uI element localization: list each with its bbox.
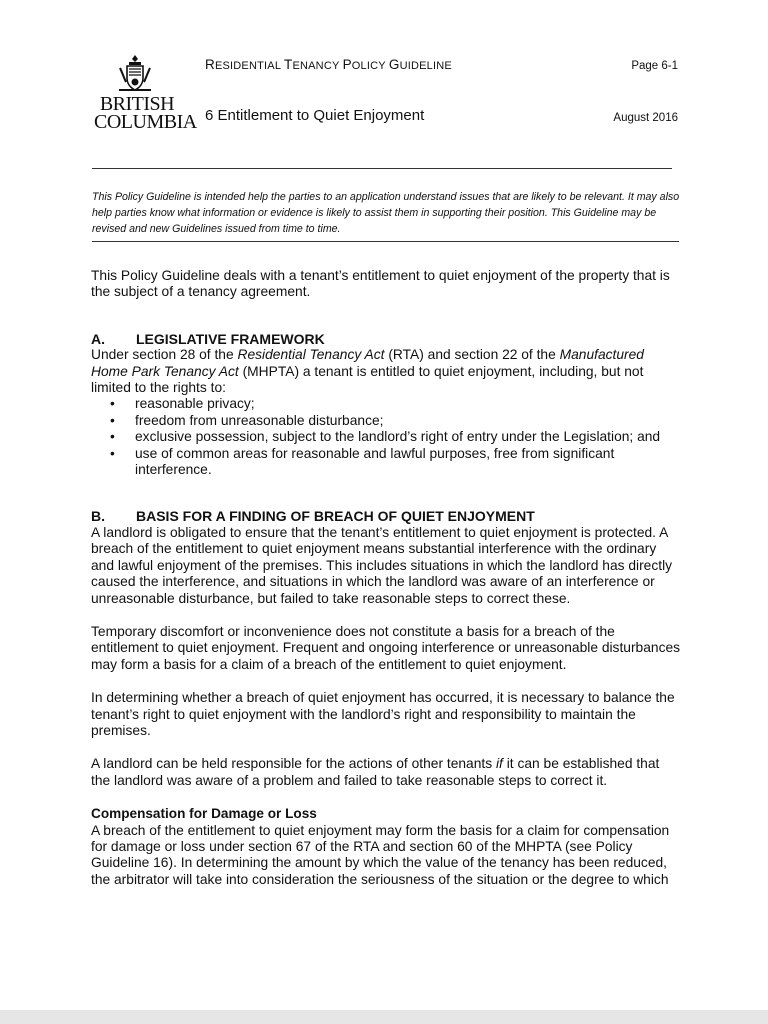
- intro-paragraph: This Policy Guideline deals with a tenant’s entitlement to quiet enjoyment of the property that is the subject of a tenancy agreement.: [91, 268, 670, 300]
- guideline-date: August 2016: [613, 112, 678, 124]
- list-item: • reasonable privacy;: [110, 396, 255, 412]
- logo-text-british: BRITISH: [99, 93, 175, 115]
- bullet-icon: •: [110, 412, 115, 428]
- bullet-icon: •: [110, 445, 115, 461]
- bc-government-logo: [94, 54, 197, 133]
- disclaimer-text: This Policy Guideline is intended help the parties to an application understand issues that are likely to be relevant. It may also help parties know what information or evidence is likely to assist them in supporting their position. This Guideline may be revised and new Guidelines issued from time to time.: [92, 191, 680, 235]
- section-b-paragraph-1: A landlord is obligated to ensure that the tenant’s entitlement to quiet enjoyment is protected. A breach of the entitlement to quiet enjoyment means substantial interference with the ordinary and lawful enjoyment of the premises. This includes situations in which the landlord has directly caused the interference, and situations in which the landlord was aware of an interference or unreasonable disturbance, but failed to take reasonable steps to correct these.: [91, 524, 673, 606]
- header-divider: [92, 168, 672, 169]
- list-item: • exclusive possession, subject to the landlord’s right of entry under the Legislation; and: [110, 429, 661, 445]
- document-series-title: RESIDENTIAL TENANCY POLICY GUIDELINE: [205, 57, 452, 72]
- section-b-paragraph-2: Temporary discomfort or inconvenience does not constitute a basis for a breach of the entitlement to quiet enjoyment. Frequent and ongoing interference or unreasonable disturbances may form a basis for a claim of a breach of the entitlement to quiet enjoyment.: [91, 623, 681, 672]
- section-b-heading: B. BASIS FOR A FINDING OF BREACH OF QUIET ENJOYMENT: [91, 508, 535, 525]
- rights-list: [91, 396, 681, 478]
- section-b-paragraph-3: In determining whether a breach of quiet enjoyment has occurred, it is necessary to balance the tenant’s right to quiet enjoyment with the landlord’s right and responsibility to maintain the premises.: [91, 690, 675, 738]
- compensation-paragraph: A breach of the entitlement to quiet enjoyment may form the basis for a claim for compensation for damage or loss under section 67 of the RTA and section 60 of the MHPTA (see Policy Guideline 16). In determining the amount by which the value of the tenancy has been reduced, the arbitrator will take into consideration the seriousness of the situation or the degree to which: [91, 822, 670, 887]
- section-a-paragraph: Under section 28 of the Residential Tenancy Act (RTA) and section 22 of the Manufactured Home Park Tenancy Act (MHPTA) a tenant is entitled to quiet enjoyment, including, but not limited to the rights to:: [91, 347, 644, 396]
- section-b-paragraph-4: A landlord can be held responsible for the actions of other tenants if it can be established that the landlord was aware of a problem and failed to take reasonable steps to correct it.: [91, 756, 660, 788]
- page-number: Page 6-1: [631, 60, 678, 72]
- viewer-background: [0, 1010, 768, 1024]
- guideline-title: 6 Entitlement to Quiet Enjoyment: [205, 107, 425, 124]
- document-body: [91, 268, 681, 888]
- list-item: • use of common areas for reasonable and lawful purposes, free from significant interference.: [110, 445, 615, 478]
- logo-text-columbia: COLUMBIA: [94, 111, 197, 133]
- coat-of-arms-icon: [118, 54, 152, 94]
- list-item: • freedom from unreasonable disturbance;: [110, 412, 384, 428]
- compensation-subheading: Compensation for Damage or Loss: [91, 806, 317, 822]
- bullet-icon: •: [110, 429, 115, 445]
- disclaimer-divider: [92, 241, 679, 242]
- bullet-icon: •: [110, 396, 115, 412]
- section-a-heading: A. LEGISLATIVE FRAMEWORK: [91, 330, 325, 347]
